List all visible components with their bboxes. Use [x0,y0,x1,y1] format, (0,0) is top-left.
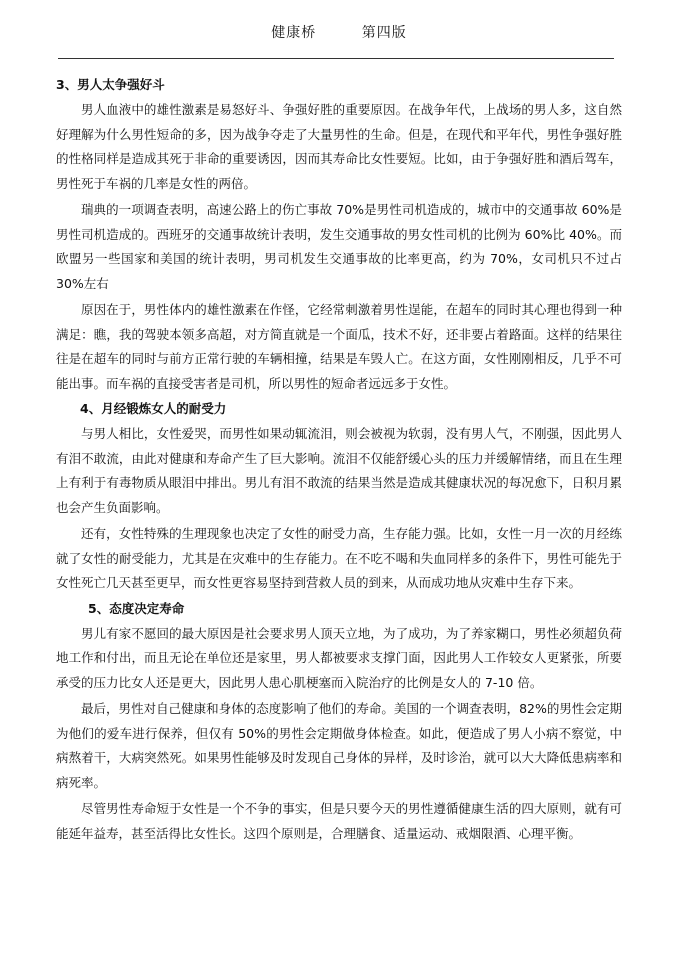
page-header [0,22,678,42]
header-divider [58,58,614,59]
paragraph: 瑞典的一项调查表明，高速公路上的伤亡事故 70%是男性司机造成的，城市中的交通事故 60%是男性司机造成的。西班牙的交通事故统计表明，发生交通事故的男女性司机的比例为 60%比 40%。而欧盟另一些国家和美国的统计表明，男司机发生交通事故的比率更高，约为 70%，女司机只不过占 30%左右 [56,202,622,291]
paragraph: 男人血液中的雄性激素是易怒好斗、争强好胜的重要原因。在战争年代，上战场的男人多，这自然好理解为什么男性短命的多，因为战争夺走了大量男性的生命。但是，在现代和平年代，男性争强好胜的性格同样是造成其死于非命的重要诱因，因而其寿命比女性要短。比如，由于争强好胜和酒后驾车，男性死于车祸的几率是女性的两倍。 [56,102,622,191]
publication-name: 健康桥 [271,25,317,41]
page-number-label: 第四版 [361,25,407,41]
article-body [56,72,622,848]
section-heading-4: 4、月经锻炼女人的耐受力 [80,401,227,416]
paragraph: 与男人相比，女性爱哭，而男性如果动辄流泪，则会被视为软弱，没有男人气，不刚强，因此男人有泪不敢流，由此对健康和寿命产生了巨大影响。流泪不仅能舒缓心头的压力并缓解情绪，而且在生理上有利于有毒物质从眼泪中排出。男儿有泪不敢流的结果当然是造成其健康状况的每况愈下，日积月累也会产生负面影响。 [56,426,622,515]
paragraph: 尽管男性寿命短于女性是一个不争的事实，但是只要今天的男性遵循健康生活的四大原则，就有可能延年益寿，甚至活得比女性长。这四个原则是，合理膳食、适量运动、戒烟限酒、心理平衡。 [56,801,622,841]
paragraph: 男儿有家不愿回的最大原因是社会要求男人顶天立地，为了成功，为了养家糊口，男性必须超负荷地工作和付出，而且无论在单位还是家里，男人都被要求支撑门面，因此男人工作较女人更紧张，所要承受的压力比女人还是更大，因此男人患心肌梗塞而入院治疗的比例是女人的 7-10 倍。 [56,625,622,690]
paragraph: 最后，男性对自己健康和身体的态度影响了他们的寿命。美国的一个调查表明，82%的男性会定期为他们的爱车进行保养，但仅有 50%的男性会定期做身体检查。如此，便造成了男人小病不察觉，中病熬着干，大病突然死。如果男性能够及时发现自己身体的异样，及时诊治，就可以大大降低患病率和病死率。 [56,701,622,790]
paragraph: 还有，女性特殊的生理现象也决定了女性的耐受力高，生存能力强。比如，女性一月一次的月经练就了女性的耐受能力，尤其是在灾难中的生存能力。在不吃不喝和失血同样多的条件下，男性可能先于女性死亡几天甚至更早，而女性更容易坚持到营救人员的到来，从而成功地从灾难中生存下来。 [56,526,622,590]
section-heading-5: 5、态度决定寿命 [88,600,185,616]
section-heading-3: 3、男人太争强好斗 [56,77,165,92]
paragraph: 原因在于，男性体内的雄性激素在作怪，它经常刺激着男性逞能，在超车的同时其心理也得到一种满足：瞧，我的驾驶本领多高超，对方简直就是一个面瓜，技术不好，还非要占着路面。这样的结果往往是在超车的同时与前方正常行驶的车辆相撞，结果是车毁人亡。在这方面，女性刚刚相反，几乎不可能出事。而车祸的直接受害者是司机，所以男性的短命者远远多于女性。 [56,302,622,391]
